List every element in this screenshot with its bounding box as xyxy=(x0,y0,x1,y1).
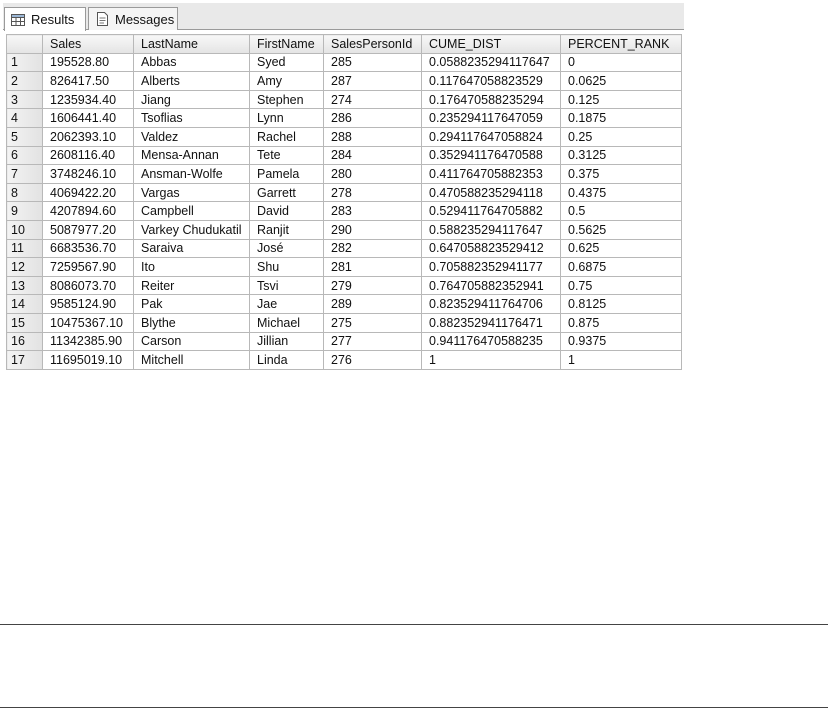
cume-dist-cell[interactable]: 0.352941176470588 xyxy=(422,146,561,165)
lastname-cell[interactable]: Vargas xyxy=(134,183,250,202)
firstname-cell[interactable]: Garrett xyxy=(250,183,324,202)
table-row[interactable] xyxy=(7,127,682,146)
cume-dist-cell[interactable]: 0.529411764705882 xyxy=(422,202,561,221)
table-row[interactable] xyxy=(7,332,682,351)
salespersonid-cell[interactable]: 280 xyxy=(324,165,422,184)
cume-dist-cell[interactable]: 1 xyxy=(422,351,561,370)
sales-cell[interactable]: 4207894.60 xyxy=(43,202,134,221)
salespersonid-cell[interactable]: 290 xyxy=(324,220,422,239)
percent-rank-cell[interactable]: 0.625 xyxy=(561,239,682,258)
row-number[interactable]: 11 xyxy=(7,239,43,258)
sales-cell[interactable]: 1235934.40 xyxy=(43,90,134,109)
salespersonid-cell[interactable]: 274 xyxy=(324,90,422,109)
lastname-cell[interactable]: Jiang xyxy=(134,90,250,109)
salespersonid-cell[interactable]: 277 xyxy=(324,332,422,351)
salespersonid-cell[interactable]: 279 xyxy=(324,276,422,295)
percent-rank-cell[interactable]: 0.4375 xyxy=(561,183,682,202)
results-grid xyxy=(6,34,682,370)
percent-rank-cell[interactable]: 0 xyxy=(561,53,682,72)
salespersonid-cell[interactable]: 285 xyxy=(324,53,422,72)
percent-rank-cell[interactable]: 0.75 xyxy=(561,276,682,295)
salespersonid-cell[interactable]: 283 xyxy=(324,202,422,221)
sales-cell[interactable]: 2608116.40 xyxy=(43,146,134,165)
cume-dist-cell[interactable]: 0.294117647058824 xyxy=(422,127,561,146)
results-tab-bar xyxy=(3,3,684,30)
header-row xyxy=(7,35,682,54)
table-row[interactable] xyxy=(7,202,682,221)
lastname-cell[interactable]: Tsoflias xyxy=(134,109,250,128)
firstname-cell[interactable]: Linda xyxy=(250,351,324,370)
row-number[interactable]: 12 xyxy=(7,258,43,277)
tab-results-label: Results xyxy=(31,12,75,27)
cume-dist-cell[interactable]: 0.176470588235294 xyxy=(422,90,561,109)
sales-cell[interactable]: 3748246.10 xyxy=(43,165,134,184)
lastname-cell[interactable]: Ansman-Wolfe xyxy=(134,165,250,184)
sales-cell[interactable]: 9585124.90 xyxy=(43,295,134,314)
firstname-cell[interactable]: Syed xyxy=(250,53,324,72)
salespersonid-cell[interactable]: 289 xyxy=(324,295,422,314)
sales-cell[interactable]: 826417.50 xyxy=(43,72,134,91)
percent-rank-cell[interactable]: 0.6875 xyxy=(561,258,682,277)
tab-messages-label: Messages xyxy=(115,11,175,27)
percent-rank-cell[interactable]: 0.25 xyxy=(561,127,682,146)
percent-rank-cell[interactable]: 0.3125 xyxy=(561,146,682,165)
percent-rank-cell[interactable]: 0.125 xyxy=(561,90,682,109)
grid-icon xyxy=(11,13,25,27)
table-row[interactable] xyxy=(7,183,682,202)
percent-rank-cell[interactable]: 1 xyxy=(561,351,682,370)
row-number[interactable]: 7 xyxy=(7,165,43,184)
sales-cell[interactable]: 5087977.20 xyxy=(43,220,134,239)
cume-dist-cell[interactable]: 0.411764705882353 xyxy=(422,165,561,184)
table-row[interactable] xyxy=(7,90,682,109)
firstname-cell[interactable]: David xyxy=(250,202,324,221)
percent-rank-cell[interactable]: 0.8125 xyxy=(561,295,682,314)
column-header-firstname[interactable]: FirstName xyxy=(250,35,324,54)
lastname-cell[interactable]: Mensa-Annan xyxy=(134,146,250,165)
lastname-cell[interactable]: Mitchell xyxy=(134,351,250,370)
salespersonid-cell[interactable]: 276 xyxy=(324,351,422,370)
table-row[interactable] xyxy=(7,295,682,314)
firstname-cell[interactable]: Tete xyxy=(250,146,324,165)
tab-messages[interactable] xyxy=(88,7,178,30)
column-header-salespersonid[interactable]: SalesPersonId xyxy=(324,35,422,54)
salespersonid-cell[interactable]: 281 xyxy=(324,258,422,277)
percent-rank-cell[interactable]: 0.875 xyxy=(561,313,682,332)
table-row[interactable] xyxy=(7,53,682,72)
cume-dist-cell[interactable]: 0.705882352941177 xyxy=(422,258,561,277)
sales-cell[interactable]: 10475367.10 xyxy=(43,313,134,332)
row-header-corner[interactable] xyxy=(7,35,43,54)
cume-dist-cell[interactable]: 0.823529411764706 xyxy=(422,295,561,314)
salespersonid-cell[interactable]: 288 xyxy=(324,127,422,146)
table-row[interactable] xyxy=(7,165,682,184)
column-header-lastname[interactable]: LastName xyxy=(134,35,250,54)
row-number[interactable]: 9 xyxy=(7,202,43,221)
percent-rank-cell[interactable]: 0.5 xyxy=(561,202,682,221)
table-row[interactable] xyxy=(7,239,682,258)
row-number[interactable]: 16 xyxy=(7,332,43,351)
lastname-cell[interactable]: Ito xyxy=(134,258,250,277)
lastname-cell[interactable]: Saraiva xyxy=(134,239,250,258)
firstname-cell[interactable]: Jae xyxy=(250,295,324,314)
firstname-cell[interactable]: Shu xyxy=(250,258,324,277)
table-row[interactable] xyxy=(7,313,682,332)
cume-dist-cell[interactable]: 0.117647058823529 xyxy=(422,72,561,91)
table-row[interactable] xyxy=(7,351,682,370)
table-row[interactable] xyxy=(7,72,682,91)
row-number[interactable]: 10 xyxy=(7,220,43,239)
lastname-cell[interactable]: Campbell xyxy=(134,202,250,221)
row-number[interactable]: 2 xyxy=(7,72,43,91)
row-number[interactable]: 5 xyxy=(7,127,43,146)
column-header-percent-rank[interactable]: PERCENT_RANK xyxy=(561,35,682,54)
row-number[interactable]: 6 xyxy=(7,146,43,165)
lastname-cell[interactable]: Blythe xyxy=(134,313,250,332)
cume-dist-cell[interactable]: 0.235294117647059 xyxy=(422,109,561,128)
sales-cell[interactable]: 7259567.90 xyxy=(43,258,134,277)
sales-cell[interactable]: 11342385.90 xyxy=(43,332,134,351)
horizontal-rule-top xyxy=(0,624,828,625)
firstname-cell[interactable]: Ranjit xyxy=(250,220,324,239)
salespersonid-cell[interactable]: 284 xyxy=(324,146,422,165)
firstname-cell[interactable]: Michael xyxy=(250,313,324,332)
salespersonid-cell[interactable]: 286 xyxy=(324,109,422,128)
row-number[interactable]: 13 xyxy=(7,276,43,295)
table-row[interactable] xyxy=(7,220,682,239)
row-number[interactable]: 1 xyxy=(7,53,43,72)
sales-cell[interactable]: 6683536.70 xyxy=(43,239,134,258)
percent-rank-cell[interactable]: 0.9375 xyxy=(561,332,682,351)
salespersonid-cell[interactable]: 287 xyxy=(324,72,422,91)
firstname-cell[interactable]: Jillian xyxy=(250,332,324,351)
column-header-cume-dist[interactable]: CUME_DIST xyxy=(422,35,561,54)
percent-rank-cell[interactable]: 0.375 xyxy=(561,165,682,184)
sales-cell[interactable]: 1606441.40 xyxy=(43,109,134,128)
firstname-cell[interactable]: Amy xyxy=(250,72,324,91)
messages-icon xyxy=(95,12,109,26)
sales-cell[interactable]: 4069422.20 xyxy=(43,183,134,202)
firstname-cell[interactable]: Rachel xyxy=(250,127,324,146)
percent-rank-cell[interactable]: 0.1875 xyxy=(561,109,682,128)
tab-results[interactable] xyxy=(4,7,86,31)
row-number[interactable]: 4 xyxy=(7,109,43,128)
sales-cell[interactable]: 11695019.10 xyxy=(43,351,134,370)
cume-dist-cell[interactable]: 0.470588235294118 xyxy=(422,183,561,202)
cume-dist-cell[interactable]: 0.941176470588235 xyxy=(422,332,561,351)
lastname-cell[interactable]: Carson xyxy=(134,332,250,351)
cume-dist-cell[interactable]: 0.764705882352941 xyxy=(422,276,561,295)
salespersonid-cell[interactable]: 275 xyxy=(324,313,422,332)
table-row[interactable] xyxy=(7,146,682,165)
horizontal-rule-bottom xyxy=(0,707,828,708)
lastname-cell[interactable]: Alberts xyxy=(134,72,250,91)
percent-rank-cell[interactable]: 0.5625 xyxy=(561,220,682,239)
row-number[interactable]: 15 xyxy=(7,313,43,332)
lastname-cell[interactable]: Abbas xyxy=(134,53,250,72)
firstname-cell[interactable]: Lynn xyxy=(250,109,324,128)
firstname-cell[interactable]: Stephen xyxy=(250,90,324,109)
salespersonid-cell[interactable]: 278 xyxy=(324,183,422,202)
percent-rank-cell[interactable]: 0.0625 xyxy=(561,72,682,91)
row-number[interactable]: 14 xyxy=(7,295,43,314)
cume-dist-cell[interactable]: 0.588235294117647 xyxy=(422,220,561,239)
table-row[interactable] xyxy=(7,276,682,295)
lastname-cell[interactable]: Valdez xyxy=(134,127,250,146)
lastname-cell[interactable]: Varkey Chudukatil xyxy=(134,220,250,239)
cume-dist-cell[interactable]: 0.647058823529412 xyxy=(422,239,561,258)
sales-cell[interactable]: 8086073.70 xyxy=(43,276,134,295)
firstname-cell[interactable]: Pamela xyxy=(250,165,324,184)
cume-dist-cell[interactable]: 0.0588235294117647 xyxy=(422,53,561,72)
row-number[interactable]: 3 xyxy=(7,90,43,109)
sales-cell[interactable]: 195528.80 xyxy=(43,53,134,72)
cume-dist-cell[interactable]: 0.882352941176471 xyxy=(422,313,561,332)
sales-cell[interactable]: 2062393.10 xyxy=(43,127,134,146)
row-number[interactable]: 17 xyxy=(7,351,43,370)
results-panel xyxy=(3,3,684,421)
column-header-sales[interactable]: Sales xyxy=(43,35,134,54)
firstname-cell[interactable]: Tsvi xyxy=(250,276,324,295)
row-number[interactable]: 8 xyxy=(7,183,43,202)
firstname-cell[interactable]: José xyxy=(250,239,324,258)
lastname-cell[interactable]: Reiter xyxy=(134,276,250,295)
table-row[interactable] xyxy=(7,109,682,128)
salespersonid-cell[interactable]: 282 xyxy=(324,239,422,258)
lastname-cell[interactable]: Pak xyxy=(134,295,250,314)
table-row[interactable] xyxy=(7,258,682,277)
